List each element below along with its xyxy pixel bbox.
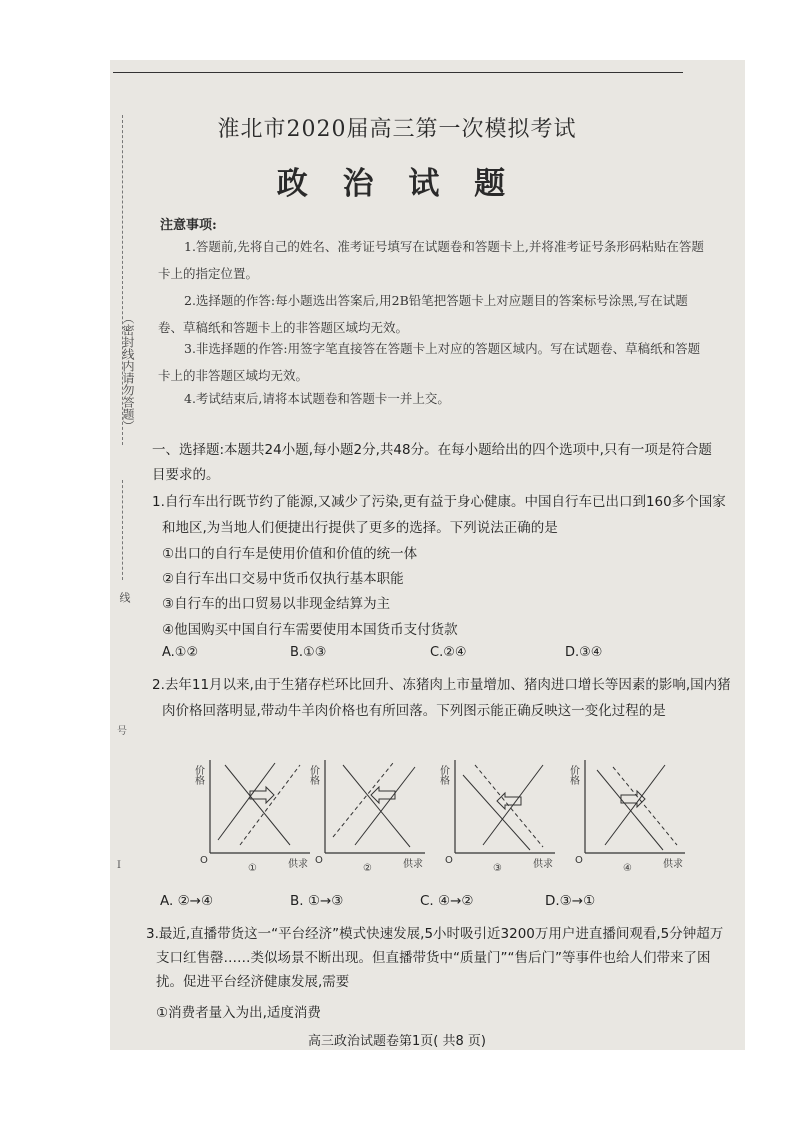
supply-demand-graph-4 xyxy=(565,755,690,879)
question-2-answer-a: A. ②→④ xyxy=(160,893,214,909)
graph-4-supply-line xyxy=(605,765,665,845)
margin-mark-2: I xyxy=(117,860,121,871)
question-2-answer-d: D.③→① xyxy=(545,893,596,909)
page-footer: 高三政治试题卷第1页( 共8 页) xyxy=(308,1034,486,1049)
supply-demand-graph-1 xyxy=(190,755,315,879)
notice-item-3: 3.非选择题的作答:用签字笔直接答在答题卡上对应的答题区域内。写在试题卷、草稿纸和答题卡上的非答题区域均无效。 xyxy=(158,341,701,383)
question-2-answer-b: B. ①→③ xyxy=(290,893,344,909)
question-1-answer-b: B.①③ xyxy=(290,645,327,660)
graph-1-y-label: 价格 xyxy=(192,765,204,785)
supply-demand-graph-3 xyxy=(435,755,560,879)
graph-3-shifted-line xyxy=(475,765,543,847)
question-1-answer-c: C.②④ xyxy=(430,645,467,660)
graph-3-origin: O xyxy=(445,855,453,866)
question-1-option-2: ②自行车出口交易中货币仅执行基本职能 xyxy=(162,571,404,587)
graph-4-svg xyxy=(565,755,690,875)
graph-2-origin: O xyxy=(315,855,323,866)
question-1-stem: 1.自行车出行既节约了能源,又减少了污染,更有益于身心健康。中国自行车已出口到160多个国家和地区,为当地人们便捷出行提供了更多的选择。下列说法正确的是 xyxy=(152,494,726,536)
notice-heading: 注意事项: xyxy=(160,218,217,233)
question-2-stem: 2.去年11月以来,由于生猪存栏环比回升、冻猪肉上市量增加、猪肉进口增长等因素的影响,国内猪肉价格回落明显,带动牛羊肉价格也有所回落。下列图示能正确反映这一变化过程的是 xyxy=(152,677,731,719)
margin-mark: 号 xyxy=(117,726,127,737)
question-3-option-1: ①消费者量入为出,适度消费 xyxy=(156,1005,321,1021)
graph-2-y-label: 价格 xyxy=(307,765,319,785)
graph-1-demand-line xyxy=(225,765,290,845)
graph-1-origin: O xyxy=(200,855,208,866)
graph-2-x-label: 供求 xyxy=(403,859,423,870)
question-1-option-1: ①出口的自行车是使用价值和价值的统一体 xyxy=(162,546,418,562)
graph-3-arrow-icon xyxy=(497,793,521,809)
question-1-answer-a: A.①② xyxy=(162,645,199,660)
graph-1-svg xyxy=(190,755,315,875)
graph-2-shifted-line xyxy=(333,763,393,837)
graph-4-demand-line xyxy=(597,770,663,850)
graph-3-number: ③ xyxy=(493,863,502,874)
graph-4-origin: O xyxy=(575,855,583,866)
top-rule xyxy=(113,72,683,73)
supply-demand-graph-2 xyxy=(305,755,430,879)
seal-line-text: （密封线内请勿答题） xyxy=(121,312,135,432)
notice-item-2: 2.选择题的作答:每小题选出答案后,用2B铅笔把答题卡上对应题目的答案标号涂黑,写在试题卷、草稿纸和答题卡上的非答题区域均无效。 xyxy=(158,293,688,335)
graph-3-x-label: 供求 xyxy=(533,859,553,870)
subject-title: 政 治 试 题 xyxy=(276,166,518,202)
graph-2-svg xyxy=(305,755,430,875)
graph-4-y-label: 价格 xyxy=(567,765,579,785)
graph-3-demand-line xyxy=(463,775,530,850)
question-1-answer-d: D.③④ xyxy=(565,645,603,660)
graph-1-shifted-line xyxy=(240,765,300,845)
question-1-option-3: ③自行车的出口贸易以非现金结算为主 xyxy=(162,596,391,612)
graph-1-number: ① xyxy=(248,863,257,874)
graph-4-number: ④ xyxy=(623,863,632,874)
graph-2-supply-line xyxy=(355,767,415,845)
seal-line-char: 线 xyxy=(118,592,131,603)
seal-line-lower xyxy=(122,480,123,580)
graph-2-demand-line xyxy=(343,765,410,847)
graph-4-x-label: 供求 xyxy=(663,859,683,870)
graph-3-y-label: 价格 xyxy=(437,765,449,785)
notice-item-4: 4.考试结束后,请将本试题卷和答题卡一并上交。 xyxy=(184,391,450,406)
question-2-answer-c: C. ④→② xyxy=(420,893,474,909)
graph-4-shifted-line xyxy=(613,767,677,845)
question-3-stem: 3.最近,直播带货这一“平台经济”模式快速发展,5小时吸引近3200万用户进直播间观看,5分钟超万支口红售罄……类似场景不断出现。但直播带货中“质量门”“售后门”等事件也给人们带来了困扰。促进平台经济健康发展,需要 xyxy=(146,926,724,990)
graph-1-x-label: 供求 xyxy=(288,859,308,870)
graph-4-arrow-icon xyxy=(621,791,645,807)
notice-item-1: 1.答题前,先将自己的姓名、准考证号填写在试题卷和答题卡上,并将准考证号条形码粘贴在答题卡上的指定位置。 xyxy=(158,239,704,281)
graph-2-number: ② xyxy=(363,863,372,874)
graph-3-svg xyxy=(435,755,560,875)
section-instructions: 一、选择题:本题共24小题,每小题2分,共48分。在每小题给出的四个选项中,只有一项是符合题目要求的。 xyxy=(152,442,712,483)
question-1-option-4: ④他国购买中国自行车需要使用本国货币支付货款 xyxy=(162,622,458,638)
exam-name: 淮北市2020届高三第一次模拟考试 xyxy=(217,117,577,142)
graph-2-arrow-icon xyxy=(371,787,395,803)
